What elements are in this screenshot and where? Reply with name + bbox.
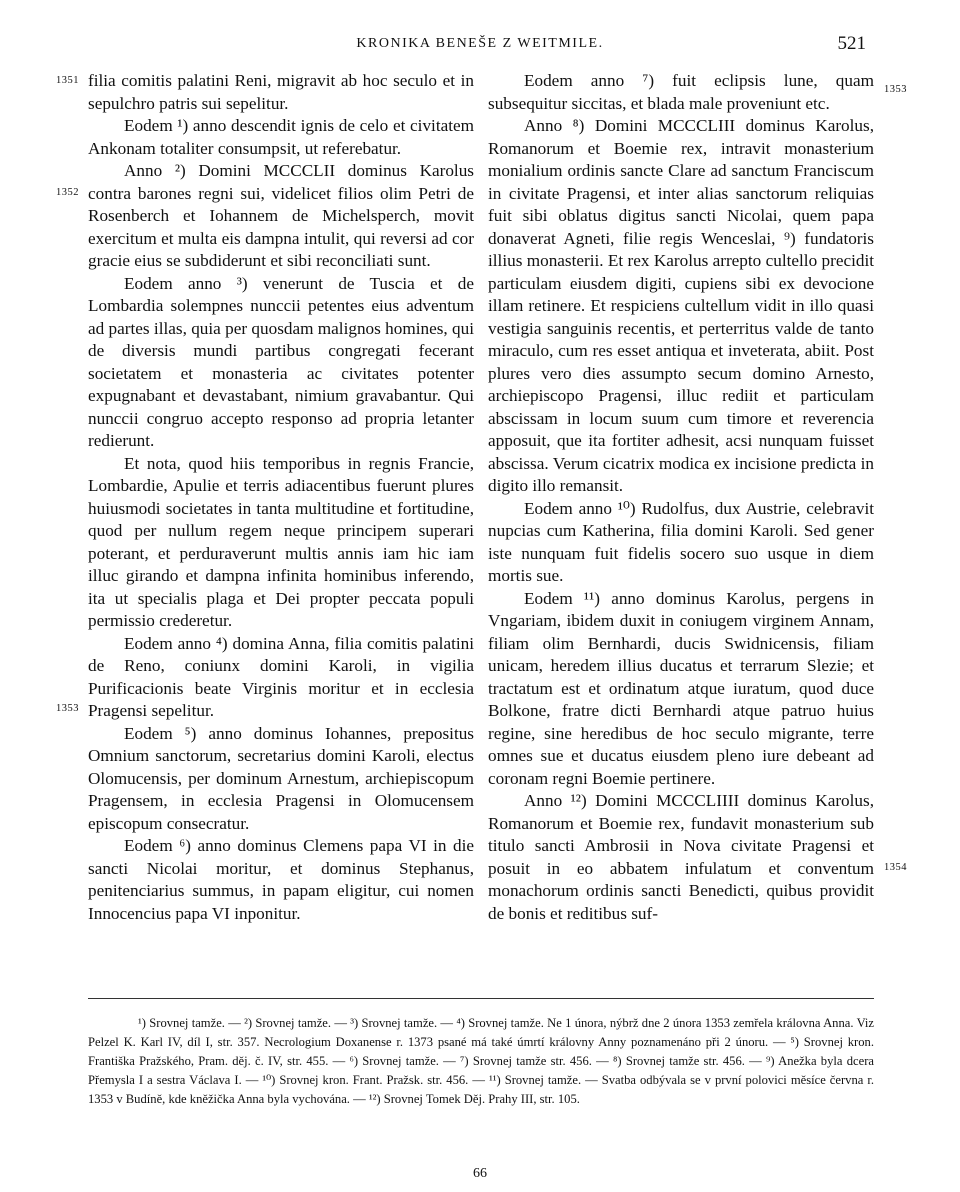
paragraph: Anno ²) Domini MCCCLII dominus Karolus contra barones regni sui, videlicet filios olim Petri de Rosenberch et Iohannem de Michelsperch, movit exercitum et multa eis dampna intulit, qui reversi ad cor gracie eius se subdiderunt et sibi reconciliati sunt. [88,161,474,270]
paragraph: Eodem anno ¹⁰) Rudolfus, dux Austrie, celebravit nupcias cum Katherina, filia domini Karoli. Sed gener iste nunquam fuit fidelis socero suo usque in diem mortis sue. [488,498,874,585]
margin-year-1353-right: 1353 [884,84,907,95]
printer-signature: 66 [473,1166,487,1181]
paragraph: Anno ¹²) Domini MCCCLIIII dominus Karolus, Romanorum et Boemie rex, fundavit monasterium sub titulo sancti Ambrosii in Nova civitate Pragensi et posuit in eo abbatem infulatum et conventum monachorum ordinis sancti Benedicti, quibus providit de bonis et reditibus suf- [488,791,874,923]
margin-year-1352: 1352 [56,187,79,198]
left-column [88,70,474,925]
paragraph: Eodem anno ³) venerunt de Tuscia et de Lombardia solempnes nunccii petentes eius adventum ad partes illas, quia per quosdam malignos homines, qui de diversis mundi partibus congregati fecerant societatem et monasteria ac civitates potenter expugnabant et devastabant, nimium gravabantur. Qui nunccii congruo accepto responso ad propria letanter redierunt. [88,273,474,450]
margin-year-1354: 1354 [884,862,907,873]
paragraph: Eodem ⁶) anno dominus Clemens papa VI in die sancti Nicolai moritur, et dominus Stephanus, penitenciarius summus, in papam eligitur, cui nomen Innocencius papa VI inponitur. [88,836,474,923]
margin-year-1353-left: 1353 [56,703,79,714]
paragraph: Et nota, quod hiis temporibus in regnis Francie, Lombardie, Apulie et terris adiacentibus fuerunt plures huiusmodi societates in tanta multitudine et fortitudine, quod per nullum regem neque principem superari poterant, et perduraverunt multis annis iam hic iam illuc girando et dampna infinita hominibus inferendo, ita ut specialis plaga et Dei propter peccata populi permissio crederetur. [88,453,474,630]
paragraph: Eodem ¹) anno descendit ignis de celo et civitatem Ankonam totaliter consumpsit, ut referebatur. [88,116,474,158]
paragraph: Eodem ¹¹) anno dominus Karolus, pergens in Vngariam, ibidem duxit in coniugem virginem Annam, filiam olim Bernhardi, ducis Swidnicensis, filiam unicam, heredem illius ducatus et terrarum Slezie; et tractatum est et ordinatum atque iuratum, quod duce Bolkone, fratre dicti Bernhardi atque patruo huius regine, sine heredibus de hoc seculo migrante, terre omnes sue et ducatus eiusdem pleno iure debeant ad coronam regni Boemie pertinere. [488,588,874,788]
paragraph: Eodem ⁵) anno dominus Iohannes, prepositus Omnium sanctorum, secretarius domini Karoli, electus Olomucensis, per dominum Arnestum, archiepiscopum Pragensem, in ecclesia Pragensi in Olomucensem episcopum consecratur. [88,723,474,833]
right-column [488,70,874,925]
paragraph: Eodem anno ⁷) fuit eclipsis lune, quam subsequitur siccitas, et blada male proveniunt etc. [488,71,874,113]
footnote-text: ¹) Srovnej tamže. — ²) Srovnej tamže. — ³) Srovnej tamže. — ⁴) Srovnej tamže. Ne 1 února, nýbrž dne 2 února 1353 zemřela královna Anna. Viz Pelzel K. Karl IV, díl I, str. 357. Necrologium Doxanense r. 1373 psané má také úmrtí královny Anny poznamenáno při 2 únoru. — ⁵) Srovnej kron. Františka Pražského, Pram. děj. č. IV, str. 455. — ⁶) Srovnej tamže. — ⁷) Srovnej tamže str. 456. — ⁸) Srovnej tamže str. 456. — ⁹) Anežka byla dcera Přemysla I a sestra Václava I. — ¹⁰) Srovnej kron. Frant. Pražsk. str. 456. — ¹¹) Srovnej tamže. — Svatba odbývala se v první polovici měsíce června r. 1353 v Budíně, kde kněžička Anna byla vychována. — ¹²) Srovnej Tomek Děj. Prahy III, str. 105. [88,1016,874,1106]
margin-year-1351: 1351 [56,75,79,86]
footnotes [88,1014,874,1109]
running-head [0,33,960,56]
page-number: 521 [837,33,866,54]
paragraph: Anno ⁸) Domini MCCCLIII dominus Karolus, Romanorum et Boemie rex, intravit monasterium monialium ordinis sancte Clare ad sanctum Franciscum in civitate Pragensi, et inter alias sanctorum reliquias fuit sibi oblatus digitus sancti Nicolai, quem papa donaverat Agneti, filie regis Wenceslai, ⁹) fundatoris illius monasterii. Et rex Karolus arrepto cultello precidit particulam eiusdem digiti, cupiens sibi ex devocione illam retinere. Et respiciens cultellum vidit in illo quasi vestigia sanguinis recentis, et perterritus valde de tanto miraculo, cum res esset antiqua et inveterata, abiit. Post plures vero dies assumpto secum domino Arnesto, archiepiscopo Pragensi, illuc rediit et particulam abscissam in locum suum cum timore et reverencia apposuit, que ita fortiter adhesit, acsi nunquam fuisset abscissa. Verum cicatrix modica ex incisione predicta in digito illo remansit. [488,116,874,495]
paragraph: filia comitis palatini Reni, migravit ab hoc seculo et in sepulchro patris sui sepelitur. [88,71,474,113]
running-title: KRONIKA BENEŠE Z WEITMILE. [356,36,604,51]
paragraph: Eodem anno ⁴) domina Anna, filia comitis palatini de Reno, coniunx domini Karoli, in vigilia Purificacionis beate Virginis moritur et in ecclesia Pragensi sepelitur. [88,633,474,720]
footnote-divider [88,998,874,999]
